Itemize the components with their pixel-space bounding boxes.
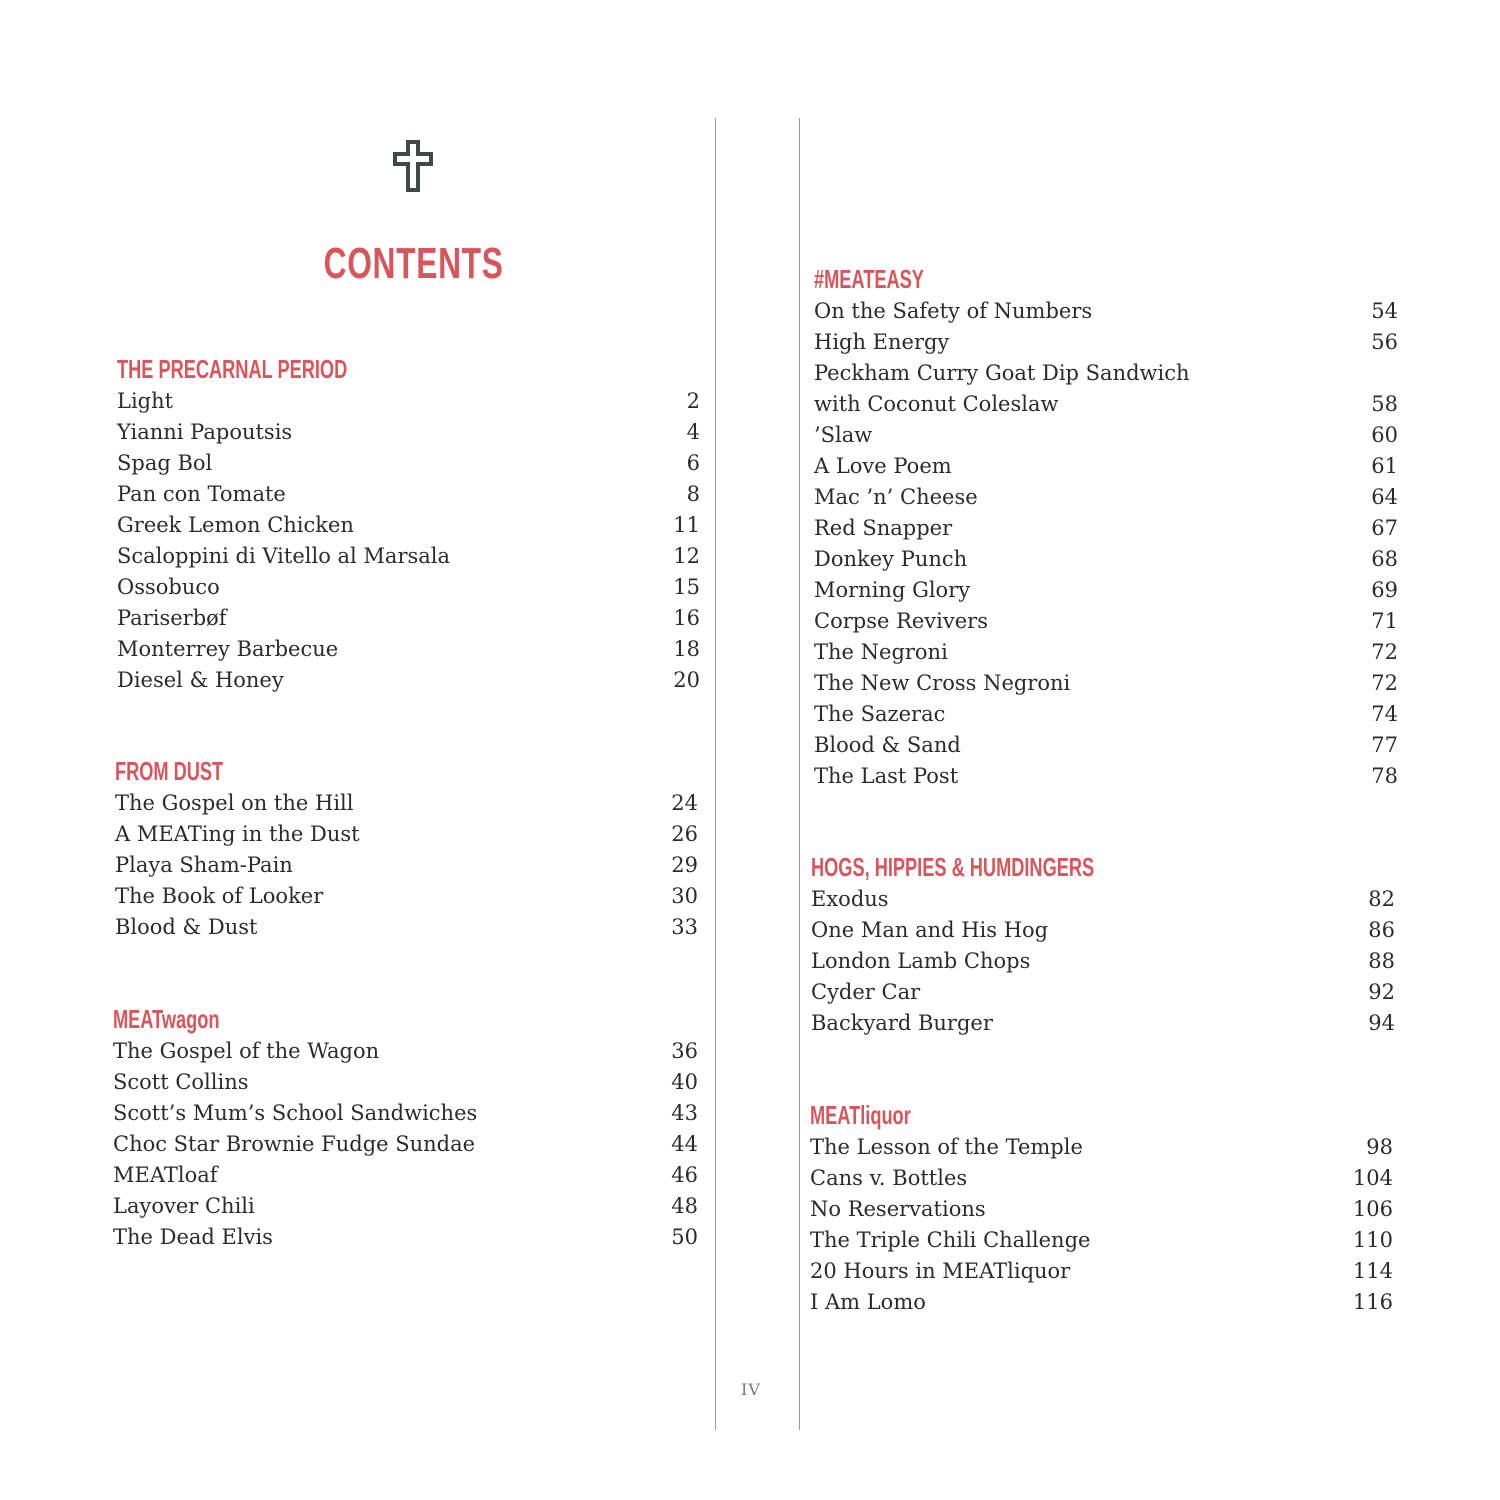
toc-entry	[814, 761, 1398, 792]
entry-title: No Reservations	[810, 1197, 986, 1221]
entry-page-number: 11	[673, 513, 700, 537]
entry-page-number: 50	[671, 1225, 698, 1249]
toc-entry	[115, 850, 698, 881]
entry-page-number: 56	[1371, 330, 1398, 354]
toc-entry	[814, 606, 1398, 637]
section-heading: FROM DUST	[115, 756, 224, 786]
entry-title: Exodus	[811, 887, 889, 911]
toc-entry	[117, 541, 700, 572]
entry-page-number: 78	[1371, 764, 1398, 788]
toc-entry	[117, 510, 700, 541]
toc-entry	[117, 572, 700, 603]
entry-page-number: 6	[686, 451, 700, 475]
toc-entry	[113, 1191, 698, 1222]
entry-title: The Gospel on the Hill	[115, 791, 354, 815]
section-meateasy	[814, 262, 1398, 792]
entry-title: Diesel & Honey	[117, 668, 284, 692]
entry-list	[113, 1036, 698, 1253]
entry-title: Pariserbøf	[117, 606, 227, 630]
entry-title: The Lesson of the Temple	[810, 1135, 1083, 1159]
entry-title: MEATloaf	[113, 1163, 218, 1187]
entry-page-number: 18	[673, 637, 700, 661]
entry-page-number: 24	[671, 791, 698, 815]
toc-entry	[113, 1098, 698, 1129]
entry-title: Donkey Punch	[814, 547, 968, 571]
toc-entry	[811, 884, 1395, 915]
section-precarnal-period	[117, 352, 700, 696]
entry-title: Light	[117, 389, 174, 413]
entry-title: Peckham Curry Goat Dip Sandwich	[814, 361, 1190, 385]
cross-icon	[392, 140, 434, 192]
entry-title: Ossobuco	[117, 575, 220, 599]
entry-title: London Lamb Chops	[811, 949, 1031, 973]
section-meatliquor	[810, 1098, 1393, 1318]
entry-title: Playa Sham-Pain	[115, 853, 293, 877]
toc-entry	[814, 451, 1398, 482]
entry-title: The Negroni	[814, 640, 948, 664]
toc-entry	[113, 1067, 698, 1098]
entry-title: Morning Glory	[814, 578, 971, 602]
entry-page-number: 106	[1352, 1197, 1393, 1221]
entry-page-number: 77	[1371, 733, 1398, 757]
toc-entry	[814, 730, 1398, 761]
section-meatwagon	[113, 1002, 698, 1253]
entry-page-number: 114	[1352, 1259, 1393, 1283]
entry-title: Scott Collins	[113, 1070, 249, 1094]
toc-entry	[810, 1287, 1393, 1318]
toc-entry	[810, 1132, 1393, 1163]
toc-entry	[113, 1129, 698, 1160]
entry-page-number: 26	[671, 822, 698, 846]
entry-page-number: 16	[673, 606, 700, 630]
toc-entry	[115, 819, 698, 850]
toc-entry	[814, 358, 1398, 389]
entry-title: Choc Star Brownie Fudge Sundae	[113, 1132, 476, 1156]
entry-page-number: 72	[1371, 640, 1398, 664]
toc-entry	[811, 946, 1395, 977]
section-heading: THE PRECARNAL PERIOD	[117, 354, 348, 384]
entry-page-number: 116	[1352, 1290, 1393, 1314]
toc-entry	[814, 420, 1398, 451]
toc-entry	[113, 1222, 698, 1253]
toc-entry	[117, 479, 700, 510]
toc-entry	[814, 544, 1398, 575]
entry-title: Spag Bol	[117, 451, 213, 475]
entry-page-number: 33	[671, 915, 698, 939]
entry-title: Blood & Dust	[115, 915, 258, 939]
entry-page-number: 4	[686, 420, 700, 444]
toc-entry	[814, 637, 1398, 668]
entry-title: Cans v. Bottles	[810, 1166, 968, 1190]
entry-title: Mac ’n’ Cheese	[814, 485, 978, 509]
toc-entry	[117, 634, 700, 665]
entry-list	[117, 386, 700, 696]
entry-page-number: 74	[1371, 702, 1398, 726]
entry-page-number: 20	[673, 668, 700, 692]
toc-entry	[810, 1194, 1393, 1225]
section-heading: MEATwagon	[113, 1004, 220, 1034]
entry-title: Yianni Papoutsis	[117, 420, 293, 444]
entry-page-number: 72	[1371, 671, 1398, 695]
toc-entry	[814, 327, 1398, 358]
toc-entry	[113, 1160, 698, 1191]
toc-entry	[814, 482, 1398, 513]
page-number-folio: IV	[741, 1380, 761, 1399]
toc-entry	[115, 788, 698, 819]
entry-title: The Last Post	[814, 764, 959, 788]
section-heading: HOGS, HIPPIES & HUMDINGERS	[811, 852, 1095, 882]
entry-page-number: 68	[1371, 547, 1398, 571]
toc-entry	[117, 603, 700, 634]
entry-page-number: 67	[1371, 516, 1398, 540]
entry-title: Cyder Car	[811, 980, 921, 1004]
entry-title: Backyard Burger	[811, 1011, 993, 1035]
entry-title: The Triple Chili Challenge	[810, 1228, 1091, 1252]
toc-entry	[811, 915, 1395, 946]
toc-entry	[117, 386, 700, 417]
toc-entry	[117, 448, 700, 479]
entry-title: with Coconut Coleslaw	[814, 392, 1059, 416]
entry-page-number: 8	[686, 482, 700, 506]
toc-entry	[113, 1036, 698, 1067]
entry-page-number: 82	[1368, 887, 1395, 911]
section-heading: #MEATEASY	[814, 264, 924, 294]
entry-list	[810, 1132, 1393, 1318]
entry-list	[814, 296, 1398, 792]
entry-title: The Sazerac	[814, 702, 946, 726]
entry-page-number: 98	[1366, 1135, 1393, 1159]
page-title: CONTENTS	[323, 239, 504, 288]
entry-page-number: 61	[1371, 454, 1398, 478]
toc-entry	[117, 665, 700, 696]
entry-page-number: 104	[1352, 1166, 1393, 1190]
entry-page-number: 46	[671, 1163, 698, 1187]
entry-title: On the Safety of Numbers	[814, 299, 1093, 323]
toc-entry	[814, 513, 1398, 544]
left-page	[0, 0, 715, 1500]
entry-title: Blood & Sand	[814, 733, 961, 757]
toc-entry	[814, 575, 1398, 606]
entry-page-number: 15	[673, 575, 700, 599]
gutter-line-right	[799, 118, 800, 1430]
gutter-line-left	[715, 118, 716, 1430]
toc-entry	[810, 1225, 1393, 1256]
entry-page-number: 36	[671, 1039, 698, 1063]
entry-page-number: 58	[1371, 392, 1398, 416]
toc-entry	[117, 417, 700, 448]
entry-title: Red Snapper	[814, 516, 953, 540]
entry-page-number: 30	[671, 884, 698, 908]
entry-page-number: 71	[1371, 609, 1398, 633]
entry-title: The Dead Elvis	[113, 1225, 273, 1249]
entry-page-number: 12	[673, 544, 700, 568]
entry-page-number: 69	[1371, 578, 1398, 602]
entry-title: The Gospel of the Wagon	[113, 1039, 380, 1063]
toc-entry	[811, 1008, 1395, 1039]
section-from-dust	[115, 754, 698, 943]
entry-title: Pan con Tomate	[117, 482, 286, 506]
entry-list	[115, 788, 698, 943]
entry-page-number: 110	[1352, 1228, 1393, 1252]
entry-page-number: 43	[671, 1101, 698, 1125]
entry-title: ’Slaw	[814, 423, 873, 447]
entry-title: I Am Lomo	[810, 1290, 926, 1314]
toc-entry	[115, 881, 698, 912]
entry-page-number: 44	[671, 1132, 698, 1156]
toc-entry	[810, 1163, 1393, 1194]
entry-title: Scott’s Mum’s School Sandwiches	[113, 1101, 478, 1125]
entry-title: A Love Poem	[814, 454, 952, 478]
section-hogs-hippies-humdingers	[811, 850, 1395, 1039]
toc-entry	[814, 296, 1398, 327]
entry-title: A MEATing in the Dust	[115, 822, 360, 846]
entry-page-number: 86	[1368, 918, 1395, 942]
toc-entry	[811, 977, 1395, 1008]
section-heading: MEATliquor	[810, 1100, 911, 1130]
entry-page-number: 88	[1368, 949, 1395, 973]
entry-page-number: 64	[1371, 485, 1398, 509]
entry-page-number: 40	[671, 1070, 698, 1094]
entry-title: Scaloppini di Vitello al Marsala	[117, 544, 451, 568]
entry-title: High Energy	[814, 330, 950, 354]
entry-page-number: 60	[1371, 423, 1398, 447]
entry-title: Greek Lemon Chicken	[117, 513, 354, 537]
entry-title: Layover Chili	[113, 1194, 255, 1218]
entry-page-number: 94	[1368, 1011, 1395, 1035]
toc-entry	[115, 912, 698, 943]
toc-entry	[814, 699, 1398, 730]
entry-title: The New Cross Negroni	[814, 671, 1071, 695]
entry-list	[811, 884, 1395, 1039]
entry-title: One Man and His Hog	[811, 918, 1049, 942]
entry-page-number: 92	[1368, 980, 1395, 1004]
entry-page-number: 54	[1371, 299, 1398, 323]
toc-entry	[814, 389, 1398, 420]
entry-title: The Book of Looker	[115, 884, 324, 908]
toc-entry	[814, 668, 1398, 699]
entry-title: 20 Hours in MEATliquor	[810, 1259, 1071, 1283]
entry-page-number: 2	[686, 389, 700, 413]
entry-title: Monterrey Barbecue	[117, 637, 339, 661]
toc-entry	[810, 1256, 1393, 1287]
entry-page-number: 29	[671, 853, 698, 877]
entry-page-number: 48	[671, 1194, 698, 1218]
entry-title: Corpse Revivers	[814, 609, 988, 633]
